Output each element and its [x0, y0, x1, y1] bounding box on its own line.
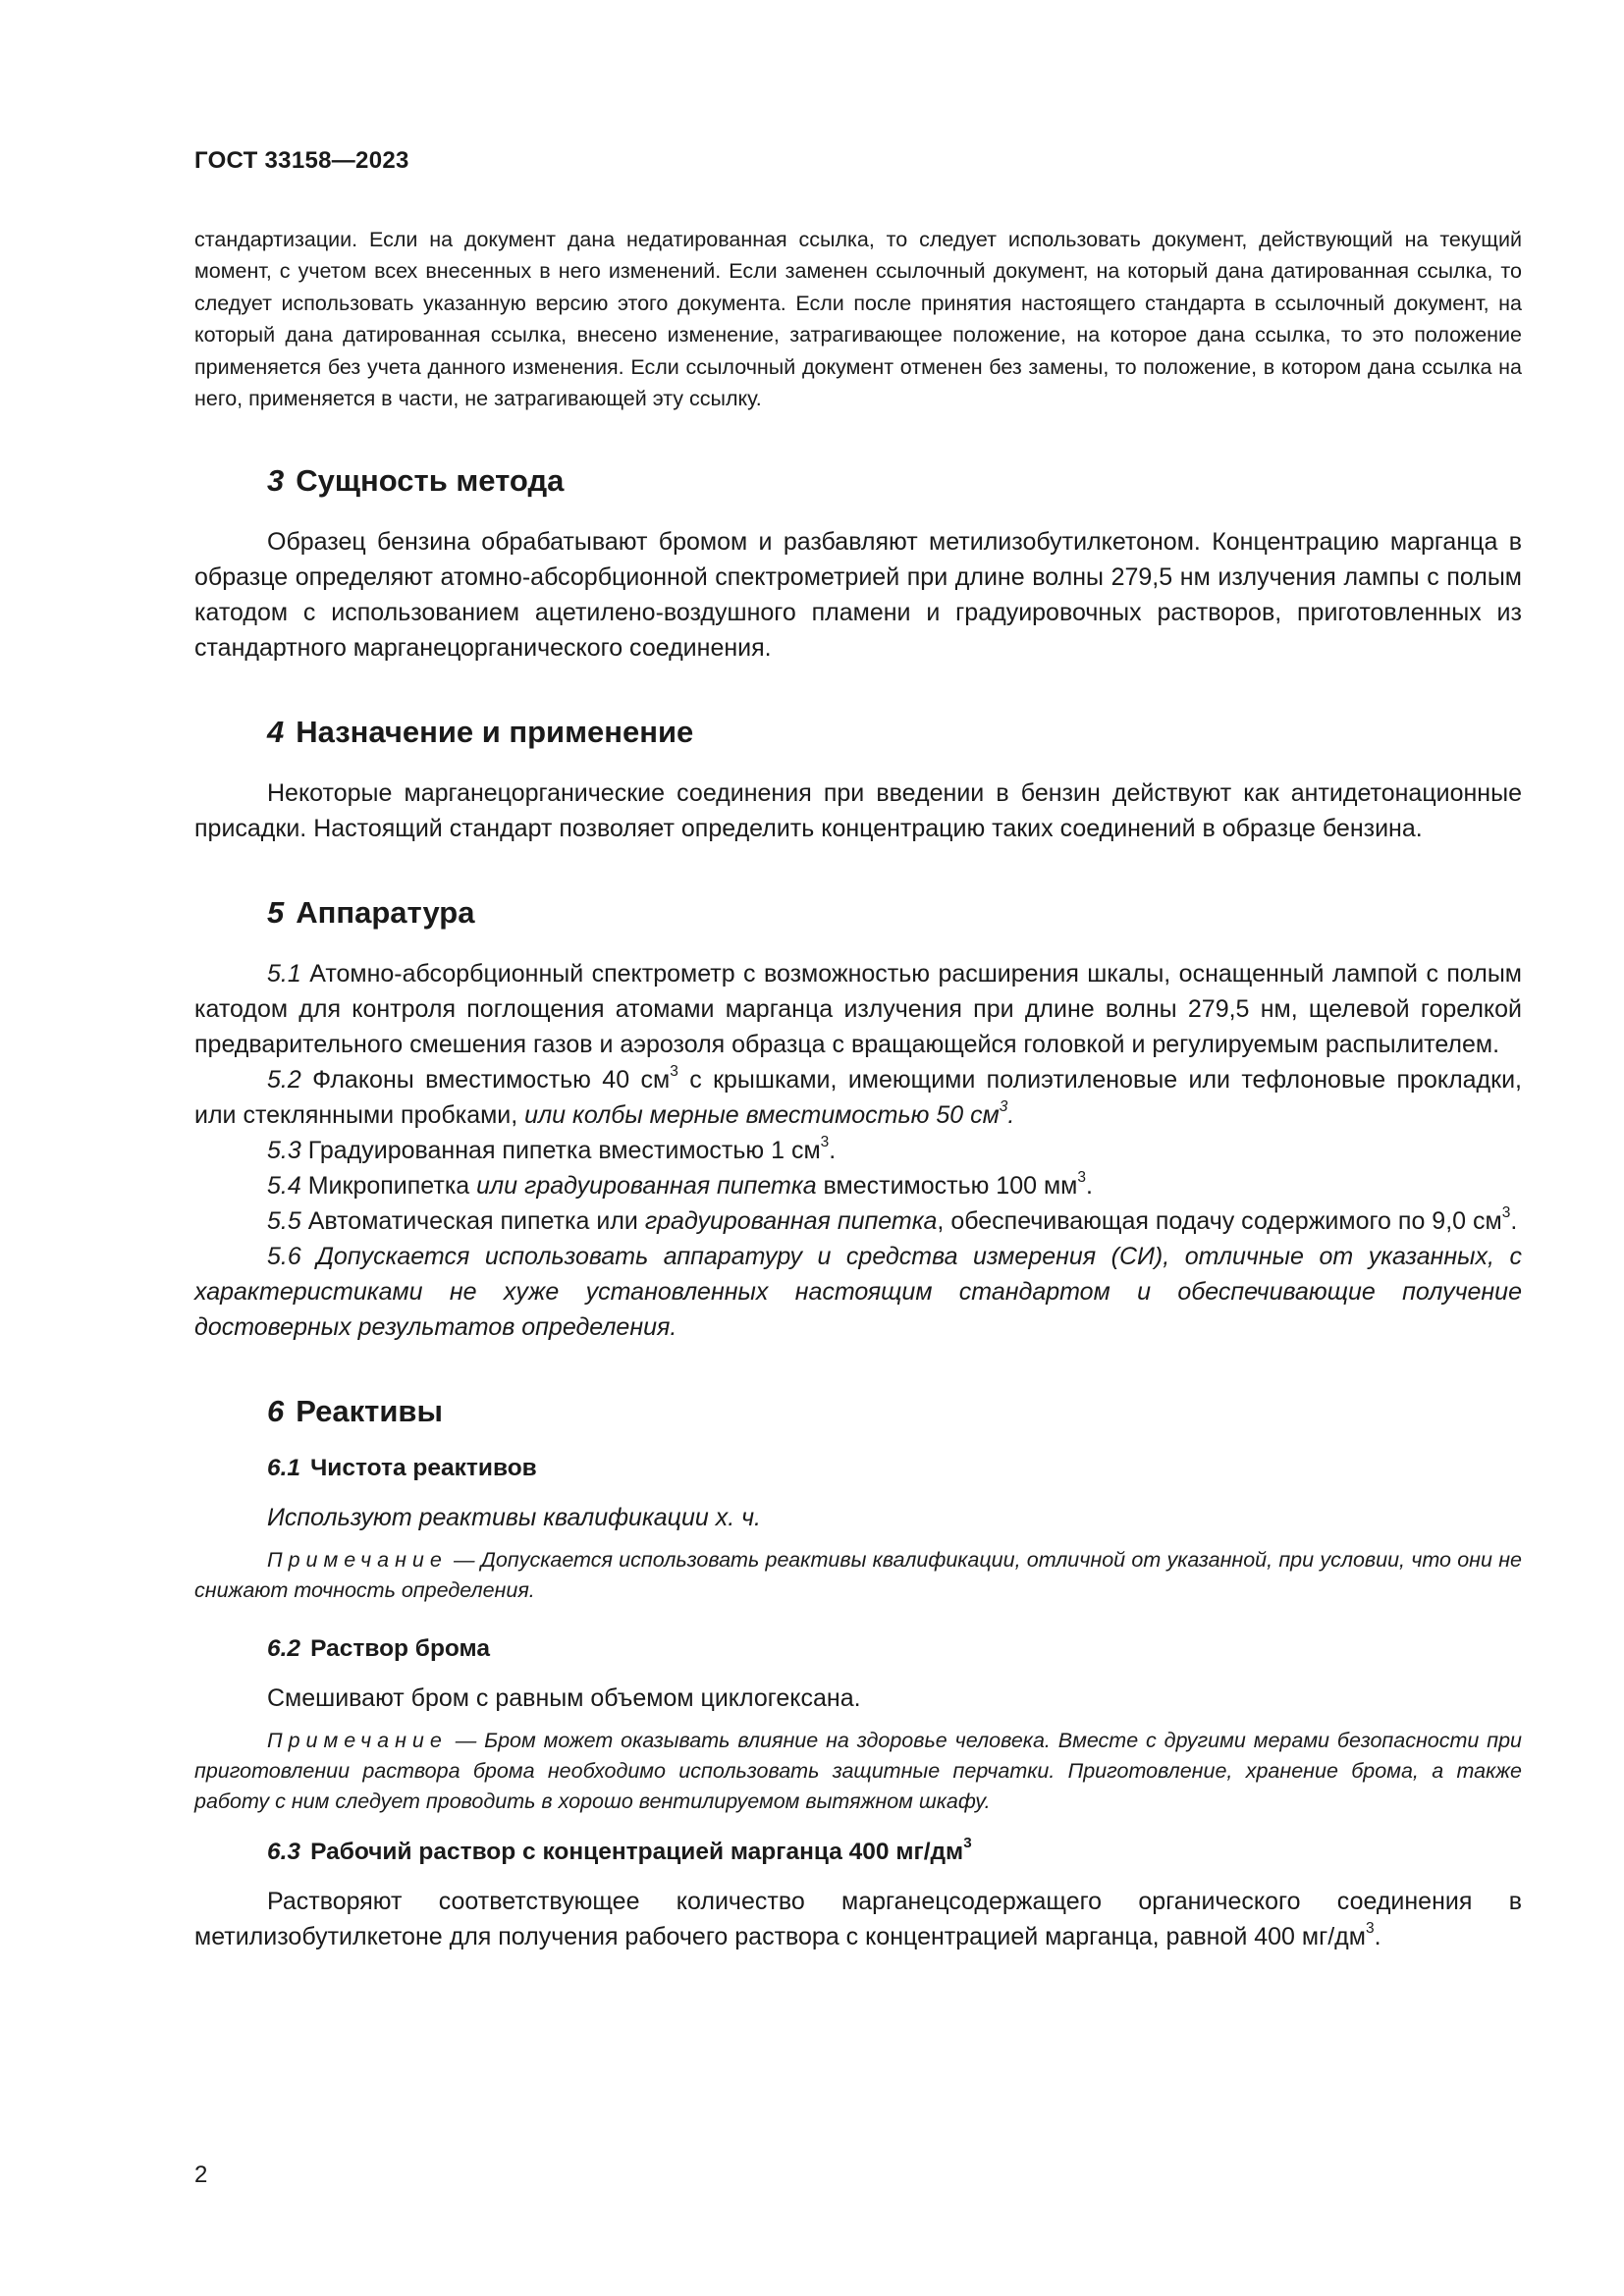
item-5-6-text: Допускается использовать аппаратуру и средства измерения (СИ), отличные от указанных, с характеристиками не хуже установленных настоящим стандартом и обеспечивающие получение достоверных результатов определения. [194, 1243, 1523, 1342]
subsection-6-2-text: Смешивают бром с равным объемом циклогексана. [267, 1684, 861, 1713]
item-5-4-text-a: Микропипетка [307, 1172, 477, 1201]
intro-paragraph: стандартизации. Если на документ дана недатированная ссылка, то следует использовать документ, действующий на текущий момент, с учетом всех внесенных в него изменений. Если заменен ссылочный документ, на который дана датированная ссылка, то следует использовать указанную версию этого документа. Если после принятия настоящего стандарта в ссылочный документ, на который дана датированная ссылка, внесено изменение, затрагивающее положение, на которое дана ссылка, то это положение применяется без учета данного изменения. Если ссылочный документ отменен без замены, то положение, в котором дана ссылка на него, применяется в части, не затрагивающей эту ссылку. [194, 228, 1522, 411]
section-5-number: 5 [267, 895, 285, 931]
note-6-1 [194, 1545, 1522, 1606]
item-5-2-period: . [1007, 1101, 1015, 1130]
section-3-heading [194, 463, 1522, 499]
section-3-paragraph: Образец бензина обрабатывают бромом и разбавляют метилизобутилкетоном. Концентрацию марганца в образце определяют атомно-абсорбционной спектрометрией при длине волны 279,5 нм излучения лампы с полым катодом с использованием ацетилено-воздушного пламени и градуировочных растворов, приготовленных из стандартного марганецорганического соединения. [194, 528, 1522, 663]
item-5-1-text: Атомно-абсорбционный спектрометр с возможностью расширения шкалы, оснащенный лампой с полым катодом для контроля поглощения атомами марганца излучения при длине волны 279,5 нм, щелевой горелкой предварительного смешения газов и аэрозоля образца с вращающейся головкой и регулируемым распылителем. [194, 960, 1522, 1059]
section-6-number: 6 [267, 1394, 285, 1429]
item-5-1 [194, 956, 1522, 1062]
subsection-6-3-period: . [1374, 1923, 1381, 1951]
section-6-heading [194, 1394, 1522, 1429]
page-number: 2 [194, 2162, 208, 2188]
section-4-title: Назначение и применение [296, 715, 694, 750]
subsection-6-3-body: Растворяют соответствующее количество марганецсодержащего органического соединения в метилизобутилкетоне для получения рабочего раствора с концентрацией марганца, равной 400 мг/дм [194, 1888, 1522, 1951]
subsection-6-2-title: Раствор брома [310, 1635, 490, 1663]
superscript-3: 3 [963, 1835, 972, 1852]
item-5-4-text-c: вместимостью 100 мм [816, 1172, 1078, 1201]
superscript-3: 3 [1077, 1169, 1086, 1187]
item-5-4-period: . [1085, 1172, 1093, 1201]
note-6-2 [194, 1726, 1522, 1817]
item-5-6 [194, 1239, 1522, 1345]
section-3-number: 3 [267, 463, 285, 499]
note-6-1-text: — Допускается использовать реактивы квалификации, отличной от указанной, при условии, что они не снижают точность определения. [194, 1548, 1522, 1603]
subsection-6-1-title: Чистота реактивов [310, 1455, 537, 1482]
item-5-2-text-c: или колбы мерные вместимостью 50 см [524, 1101, 1000, 1130]
section-5-heading [194, 895, 1522, 931]
subsection-6-1-text: Используют реактивы квалификации х. ч. [267, 1504, 761, 1532]
note-6-2-text: — Бром может оказывать влияние на здоровье человека. Вместе с другими мерами безопасности при приготовлении раствора брома необходимо использовать защитные перчатки. Приготовление, хранение брома, а также работу с ним следует проводить в хорошо вентилируемом вытяжном шкафу. [194, 1729, 1522, 1814]
section-4-paragraph: Некоторые марганецорганические соединения при введении в бензин действуют как антидетонационные присадки. Настоящий стандарт позволяет определить концентрацию таких соединений в образце бензина. [194, 779, 1522, 843]
item-5-5 [194, 1203, 1522, 1239]
item-5-2-text-a: Флаконы вместимостью 40 см [312, 1066, 671, 1095]
item-5-5-text-a: Автоматическая пипетка или [307, 1207, 645, 1236]
item-5-5-number: 5.5 [267, 1207, 301, 1236]
section-3-title: Сущность метода [296, 463, 565, 499]
superscript-3: 3 [820, 1134, 830, 1151]
item-5-1-number: 5.1 [267, 960, 301, 988]
item-5-5-text-b: градуированная пипетка [644, 1207, 938, 1236]
superscript-3: 3 [999, 1098, 1008, 1116]
item-5-2-text-b: с крышками, имеющими полиэтиленовые или тефлоновые прокладки, или стеклянными пробками, [194, 1066, 1522, 1130]
item-5-5-period: . [1510, 1207, 1518, 1236]
item-5-3-number: 5.3 [267, 1137, 301, 1165]
superscript-3: 3 [1501, 1204, 1511, 1222]
superscript-3: 3 [670, 1063, 678, 1081]
note-label: Примечание [267, 1548, 448, 1573]
item-5-4 [194, 1168, 1522, 1203]
item-5-3 [194, 1133, 1522, 1168]
item-5-6-number: 5.6 [267, 1243, 301, 1271]
subsection-6-3-title: Рабочий раствор с концентрацией марганца 400 мг/дм [310, 1839, 964, 1866]
subsection-6-2-number: 6.2 [267, 1635, 301, 1663]
subsection-6-3-text [194, 1884, 1522, 1954]
section-4-heading [194, 715, 1522, 750]
page-content [194, 224, 1522, 1954]
item-5-4-number: 5.4 [267, 1172, 301, 1201]
subsection-6-1-number: 6.1 [267, 1455, 301, 1482]
subsection-6-1-heading [194, 1455, 1522, 1482]
item-5-2 [194, 1062, 1522, 1133]
document-id: ГОСТ 33158—2023 [194, 147, 409, 174]
note-label: Примечание [267, 1729, 448, 1753]
item-5-3-period: . [829, 1137, 837, 1165]
superscript-3: 3 [1365, 1920, 1375, 1938]
section-5-title: Аппаратура [296, 895, 475, 931]
item-5-4-text-b: или градуированная пипетка [476, 1172, 817, 1201]
subsection-6-2-heading [194, 1635, 1522, 1663]
section-6-title: Реактивы [296, 1394, 443, 1429]
item-5-2-number: 5.2 [267, 1066, 301, 1095]
subsection-6-3-heading [194, 1835, 1522, 1866]
subsection-6-3-number: 6.3 [267, 1839, 301, 1866]
section-4-number: 4 [267, 715, 285, 750]
item-5-5-text-c: , обеспечивающая подачу содержимого по 9,0 см [937, 1207, 1502, 1236]
item-5-3-text: Градуированная пипетка вместимостью 1 см [307, 1137, 821, 1165]
